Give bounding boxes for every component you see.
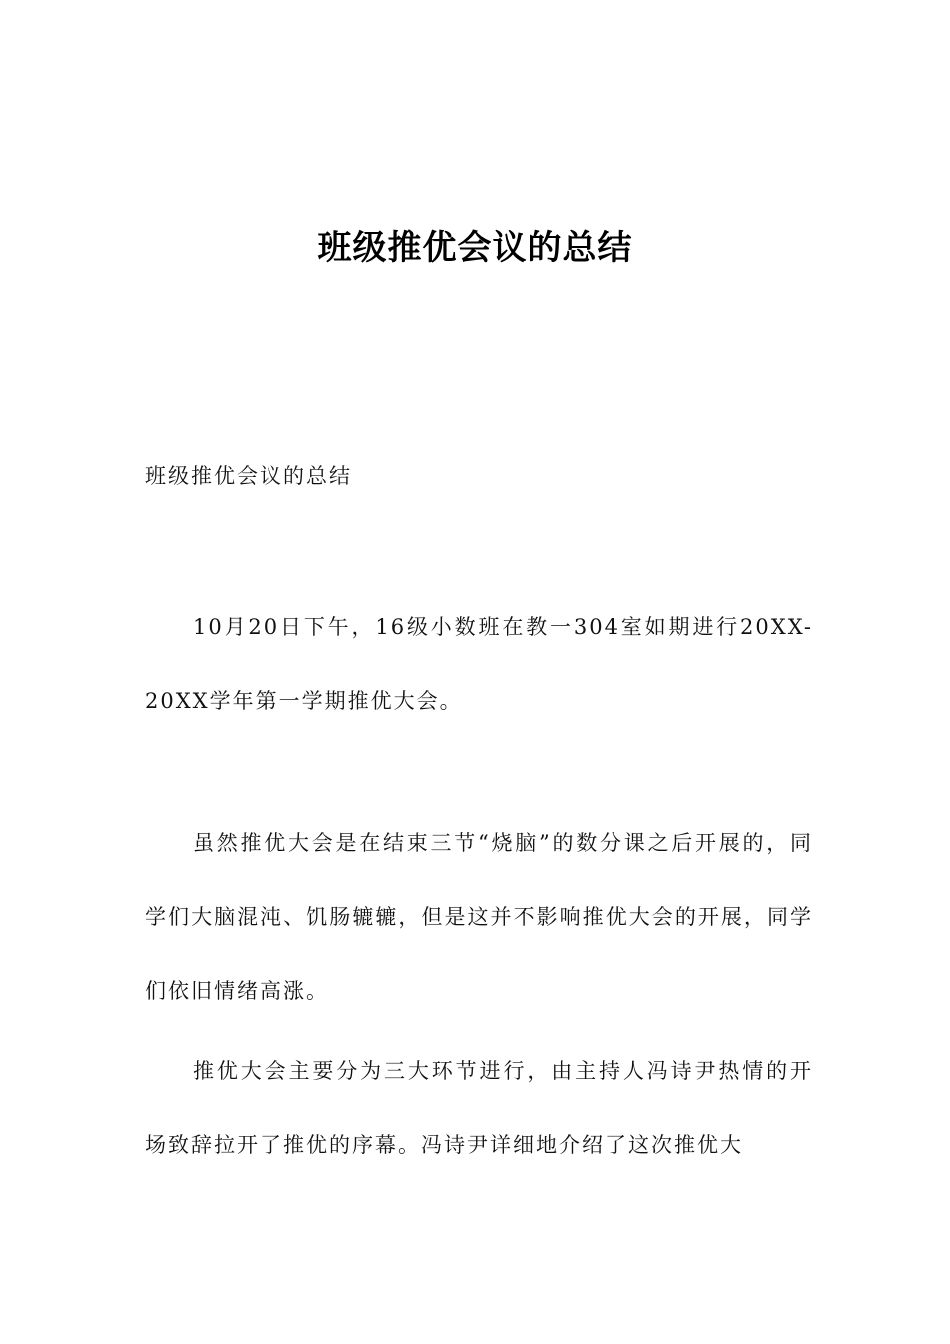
paragraph-1: 10月20日下午，16级小数班在教一304室如期进行20XX-20XX学年第一学期推优大会。 bbox=[145, 615, 813, 713]
paragraph-2: 虽然推优大会是在结束三节“烧脑”的数分课之后开展的，同学们大脑混沌、饥肠辘辘，但是这并不影响推优大会的开展，同学们依旧情绪高涨。 bbox=[145, 831, 813, 1003]
document-title: 班级推优会议的总结 bbox=[317, 228, 633, 268]
document-subtitle: 班级推优会议的总结 bbox=[145, 464, 352, 488]
paragraph-3: 推优大会主要分为三大环节进行，由主持人冯诗尹热情的开场致辞拉开了推优的序幕。冯诗尹详细地介绍了这次推优大 bbox=[145, 1059, 813, 1157]
